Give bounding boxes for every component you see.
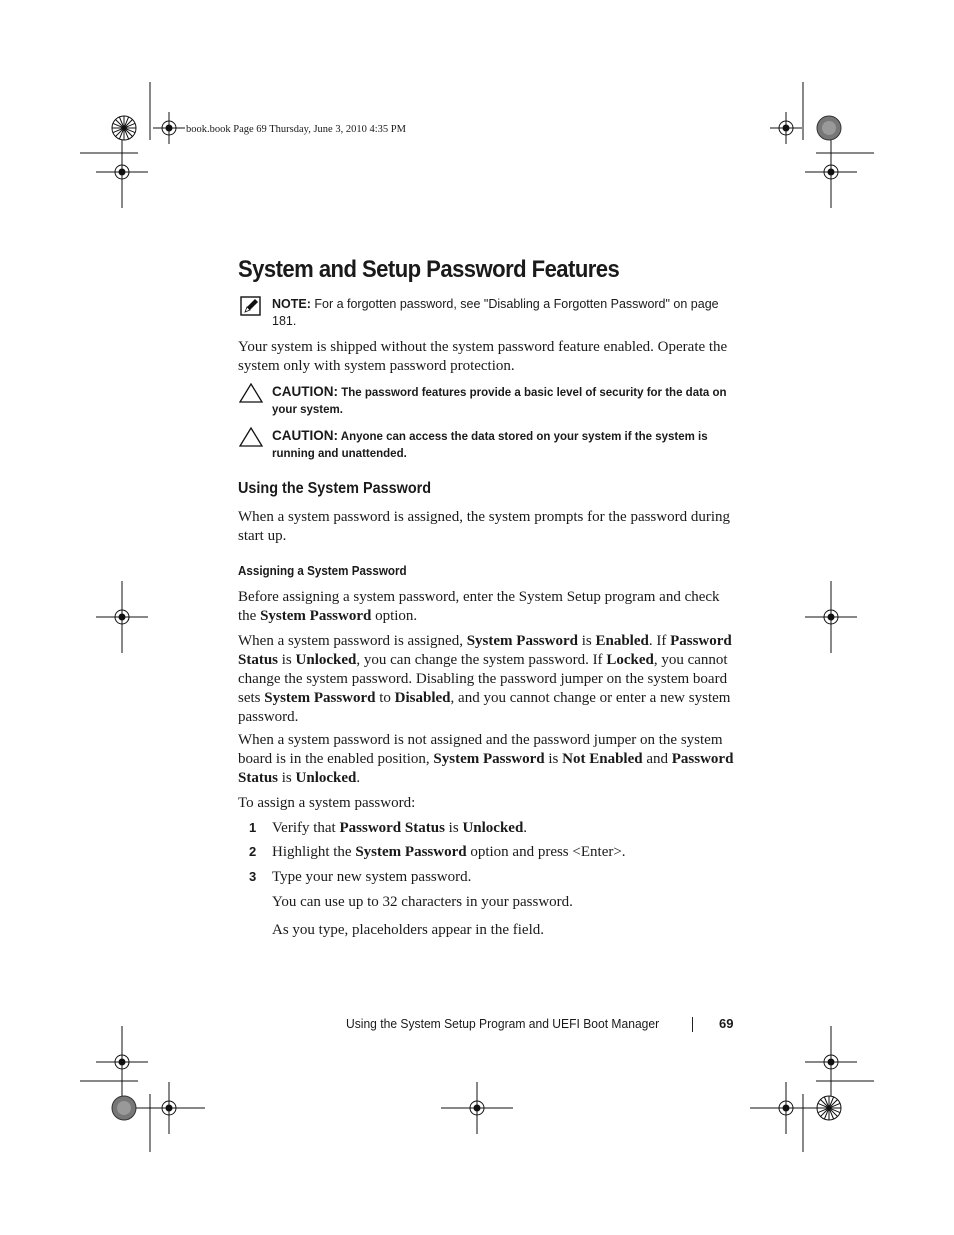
text-run: to [375, 690, 395, 706]
step-2 [272, 843, 732, 862]
ui-term: System Password [433, 751, 545, 767]
text-run: is [577, 633, 596, 649]
ui-term: Disabled [394, 690, 451, 706]
step-number: 1 [249, 820, 257, 835]
caution-triangle-icon [239, 427, 263, 447]
text-run: , and you cannot change or enter a new system password. [238, 690, 731, 725]
text-run: When a system password is not assigned and the password jumper on the system board is in the enabled position, [238, 732, 723, 767]
ui-term: System Password [260, 608, 372, 624]
text-run: is [278, 652, 296, 668]
print-header-stamp: book.book Page 69 Thursday, June 3, 2010 4:35 PM [186, 124, 406, 135]
text-run: , you cannot change the system password. Disabling the password jumper on the system board sets [238, 652, 728, 706]
text-run: option and press <Enter>. [466, 844, 626, 860]
note-label: NOTE: [272, 297, 311, 311]
text-run: is [544, 751, 563, 767]
paragraph-2 [238, 632, 738, 727]
text-run: Before assigning a system password, enter the System Setup program and check the [238, 589, 720, 624]
step-3-detail-2: As you type, placeholders appear in the field. [272, 922, 544, 938]
text-run: is [444, 820, 463, 836]
step-3 [272, 868, 732, 887]
ui-term: Not Enabled [562, 751, 643, 767]
subsection-heading: Assigning a System Password [238, 564, 407, 578]
ui-term: Unlocked [295, 770, 357, 786]
paragraph-1 [238, 588, 738, 626]
text-run: . [356, 770, 361, 786]
note-pencil-icon [240, 296, 262, 316]
caution-label: CAUTION: [272, 384, 338, 399]
caution-triangle-icon [239, 383, 263, 403]
caution-text: Anyone can access the data stored on your system if the system is running and unattended. [272, 431, 708, 460]
step-3-detail-1: You can use up to 32 characters in your password. [272, 894, 573, 910]
footer-page-number: 69 [719, 1016, 734, 1031]
text-run: Verify that [272, 820, 340, 836]
paragraph-4: To assign a system password: [238, 795, 416, 811]
ui-term: Unlocked [295, 652, 357, 668]
caution-block-2 [272, 427, 742, 463]
caution-block-1 [272, 383, 742, 419]
text-run: Highlight the [272, 844, 356, 860]
footer-chapter-title: Using the System Setup Program and UEFI Boot Manager [346, 1016, 660, 1031]
text-run: , you can change the system password. If [356, 652, 607, 668]
ui-term: Password Status [238, 633, 732, 668]
page-title: System and Setup Password Features [238, 256, 620, 283]
footer-separator [692, 1017, 693, 1032]
caution-label: CAUTION: [272, 428, 338, 443]
step-number: 3 [249, 869, 257, 884]
ui-term: Password Status [238, 751, 734, 786]
ui-term: Enabled [595, 633, 649, 649]
note-text: For a forgotten password, see "Disabling a Forgotten Password" on page 181. [272, 297, 719, 328]
text-run: option. [371, 608, 418, 624]
note-block [272, 296, 742, 330]
text-run: Type your new system password. [272, 869, 472, 885]
text-run: is [278, 770, 296, 786]
ui-term: Locked [606, 652, 654, 668]
section-heading: Using the System Password [238, 480, 432, 497]
text-run: . If [648, 633, 671, 649]
step-1 [272, 819, 732, 838]
ui-term: System Password [466, 633, 578, 649]
ui-term: System Password [355, 844, 467, 860]
ui-term: System Password [264, 690, 376, 706]
intro-paragraph: Your system is shipped without the system password feature enabled. Operate the system only with system password protection. [238, 339, 728, 374]
text-run: . [523, 820, 528, 836]
ui-term: Unlocked [462, 820, 524, 836]
ui-term: Password Status [339, 820, 445, 836]
caution-text: The password features provide a basic level of security for the data on your system. [272, 387, 727, 416]
section-intro: When a system password is assigned, the system prompts for the password during start up. [238, 509, 731, 544]
text-run: and [642, 751, 672, 767]
paragraph-3 [238, 731, 738, 788]
step-number: 2 [249, 844, 257, 859]
text-run: When a system password is assigned, [238, 633, 467, 649]
